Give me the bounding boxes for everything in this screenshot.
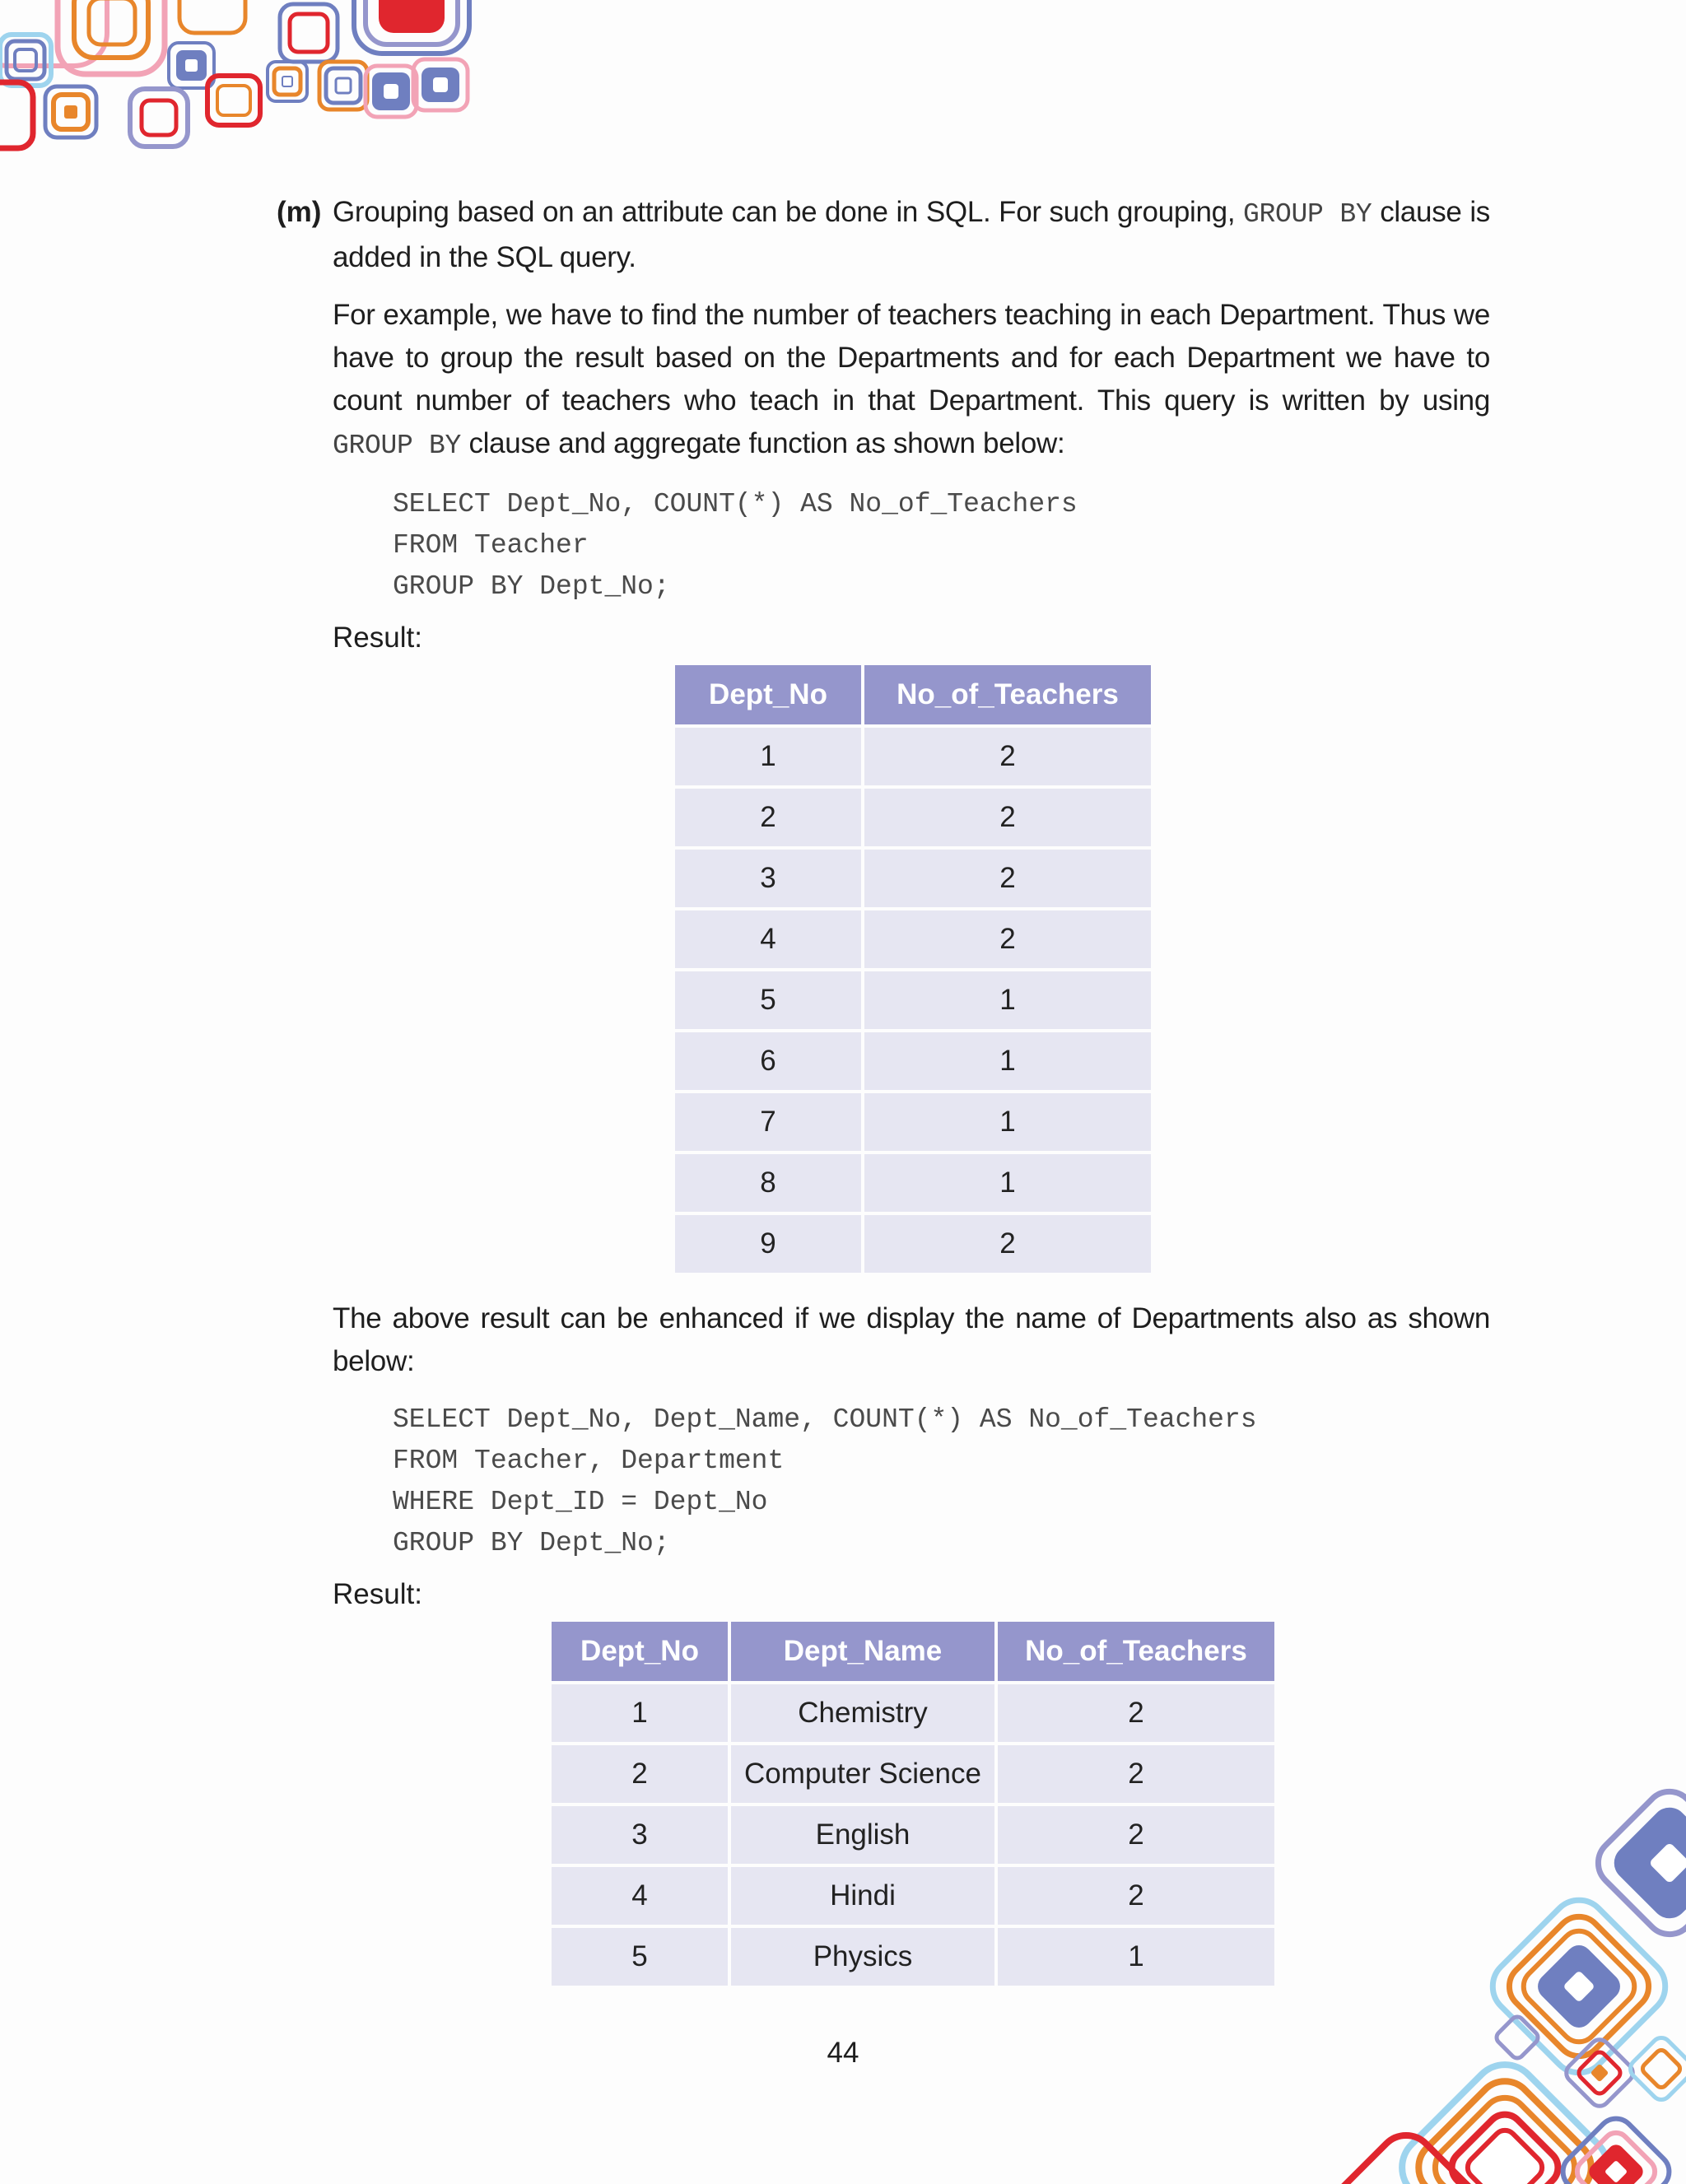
table-cell: 1 [864, 1154, 1151, 1212]
table-cell: 3 [675, 850, 861, 907]
table-cell: 4 [552, 1867, 728, 1925]
table-row [552, 1745, 1274, 1803]
table-cell: 2 [864, 728, 1151, 785]
table-row [675, 850, 1151, 907]
table-cell: 2 [675, 789, 861, 846]
table-cell: 1 [864, 1032, 1151, 1090]
table-cell: Computer Science [731, 1745, 994, 1803]
column-header: Dept_Name [731, 1622, 994, 1681]
table-row [552, 1684, 1274, 1742]
table-cell: English [731, 1806, 994, 1864]
table-cell: 5 [552, 1928, 728, 1986]
table-cell: 7 [675, 1093, 861, 1151]
table-cell: 2 [864, 910, 1151, 968]
page-number: 44 [827, 2037, 859, 2069]
table-row [675, 910, 1151, 968]
table-cell: Hindi [731, 1867, 994, 1925]
inline-code: GROUP BY [1243, 199, 1372, 230]
page-content [277, 191, 1490, 1989]
table-cell: Physics [731, 1928, 994, 1986]
table-cell: 1 [552, 1684, 728, 1742]
table-cell: 2 [998, 1684, 1274, 1742]
item-label: (m) [277, 196, 322, 228]
table-cell: 3 [552, 1806, 728, 1864]
table-cell: 2 [552, 1745, 728, 1803]
sql-query-1: SELECT Dept_No, COUNT(*) AS No_of_Teachers FROM Teacher GROUP BY Dept_No; [393, 489, 1078, 602]
column-header: No_of_Teachers [864, 665, 1151, 724]
decorative-squares-top [0, 0, 494, 165]
table-row [675, 789, 1151, 846]
table-cell: 6 [675, 1032, 861, 1090]
table-cell: 8 [675, 1154, 861, 1212]
table-cell: 2 [998, 1745, 1274, 1803]
enhance-paragraph: The above result can be enhanced if we display the name of Departments also as shown below: [333, 1302, 1490, 1377]
result-table-1 [672, 662, 1154, 1276]
table-cell: 2 [998, 1806, 1274, 1864]
table-cell: Chemistry [731, 1684, 994, 1742]
table-row [675, 971, 1151, 1029]
table-row [675, 1154, 1151, 1212]
example-paragraph: For example, we have to find the number of teachers teaching in each Department. Thus we have to group the result based on the Departments and for each Department we have to count number of teachers who teach in that Department. This query is written by using GROUP BY clause and aggregate function as shown below: [333, 299, 1490, 461]
item-m [277, 191, 1490, 279]
column-header: Dept_No [675, 665, 861, 724]
table-row [552, 1928, 1274, 1986]
inline-code: GROUP BY [333, 431, 462, 461]
table-cell: 1 [864, 1093, 1151, 1151]
table-row [552, 1806, 1274, 1864]
result-label-1: Result: [333, 622, 422, 654]
result-table-2 [548, 1618, 1278, 1989]
table-row [675, 1215, 1151, 1273]
column-header: No_of_Teachers [998, 1622, 1274, 1681]
table-row [675, 728, 1151, 785]
table-cell: 2 [864, 789, 1151, 846]
table-cell: 1 [864, 971, 1151, 1029]
table-row [552, 1867, 1274, 1925]
table-cell: 4 [675, 910, 861, 968]
table-cell: 5 [675, 971, 861, 1029]
result-label-2: Result: [333, 1578, 422, 1610]
table-cell: 1 [998, 1928, 1274, 1986]
column-header: Dept_No [552, 1622, 728, 1681]
table-cell: 2 [864, 1215, 1151, 1273]
table-row [675, 1093, 1151, 1151]
intro-paragraph: Grouping based on an attribute can be done in SQL. For such grouping, GROUP BY clause is added in the SQL query. [333, 196, 1490, 273]
table-cell: 1 [675, 728, 861, 785]
table-row [675, 1032, 1151, 1090]
table-cell: 2 [864, 850, 1151, 907]
sql-query-2: SELECT Dept_No, Dept_Name, COUNT(*) AS No_of_Teachers FROM Teacher, Department WHERE Dept_ID = Dept_No GROUP BY Dept_No; [393, 1404, 1257, 1558]
table-cell: 9 [675, 1215, 861, 1273]
table-cell: 2 [998, 1867, 1274, 1925]
